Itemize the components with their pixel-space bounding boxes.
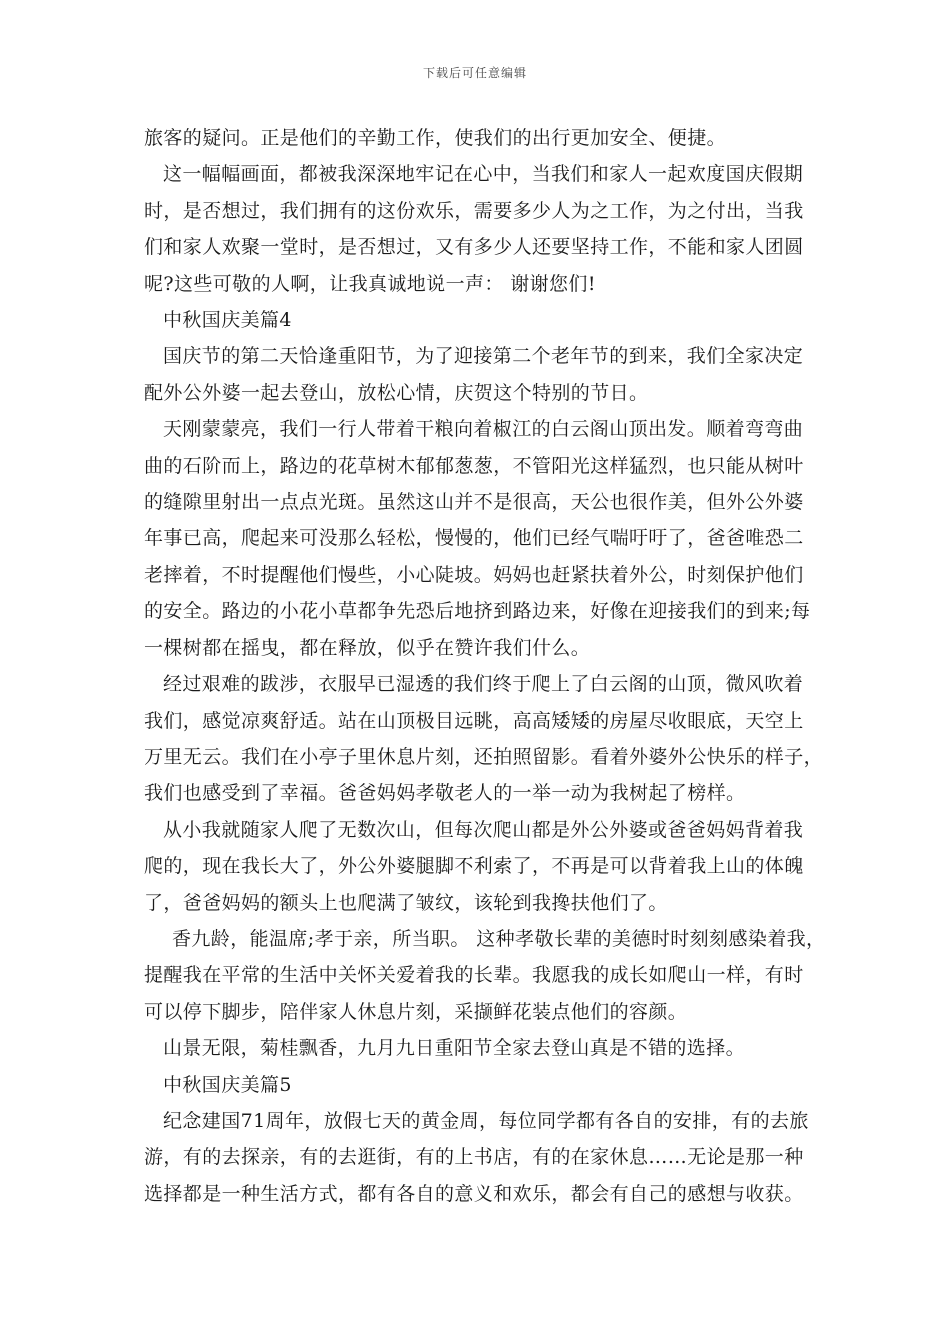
text-line: 山景无限，菊桂飘香，九月九日重阳节全家去登山真是不错的选择。 [163,1037,746,1060]
text-line: 们和家人欢聚一堂时，是否想过，又有多少人还要坚持工作，不能和家人团圆 [144,236,804,259]
text-line: 年事已高，爬起来可没那么轻松，慢慢的，他们已经气喘吁吁了，爸爸唯恐二 [144,527,804,550]
text-line: 天刚蒙蒙亮，我们一行人带着干粮向着椒江的白云阁山顶出发。顺着弯弯曲 [163,418,804,441]
text-line: 纪念建国71周年，放假七天的黄金周，每位同学都有各自的安排，有的去旅 [163,1109,809,1132]
text-line: 游，有的去探亲，有的去逛街，有的上书店，有的在家休息……无论是那一种 [144,1146,804,1169]
text-line: 爬的，现在我长大了，外公外婆腿脚不利索了，不再是可以背着我上山的体魄 [144,855,804,878]
text-line: 这一幅幅画面，都被我深深地牢记在心中，当我们和家人一起欢度国庆假期 [163,163,804,186]
text-line: 可以停下脚步，陪伴家人休息片刻，采撷鲜花装点他们的容颜。 [144,1000,688,1023]
text-line: 我们也感受到了幸福。爸爸妈妈孝敬老人的一举一动为我树起了榜样。 [144,782,746,805]
text-line: 配外公外婆一起去登山，放松心情，庆贺这个特别的节日。 [144,381,649,404]
document-body [144,120,826,1212]
text-line: 老摔着，不时提醒他们慢些，小心陡坡。妈妈也赶紧扶着外公，时刻保护他们 [144,563,804,586]
text-line: 中秋国庆美篇4 [163,309,292,332]
text-line: 我们，感觉凉爽舒适。站在山顶极目远眺，高高矮矮的房屋尽收眼底，天空上 [144,709,804,732]
text-line: 香九龄，能温席;孝于亲，所当职。 这种孝敬长辈的美德时时刻刻感染着我， [172,927,826,950]
text-line: 呢?这些可敬的人啊，让我真诚地说一声： 谢谢您们! [144,272,596,295]
text-line: 的缝隙里射出一点点光斑。虽然这山并不是很高，天公也很作美，但外公外婆 [144,491,804,514]
text-line: 一棵树都在摇曳，都在释放，似乎在赞许我们什么。 [144,636,591,659]
text-line: 中秋国庆美篇5 [163,1073,292,1096]
text-line: 万里无云。我们在小亭子里休息片刻，还拍照留影。看着外婆外公快乐的样子， [144,745,824,768]
text-line: 选择都是一种生活方式，都有各自的意义和欢乐，都会有自己的感想与收获。 [144,1182,804,1205]
text-line: 时，是否想过，我们拥有的这份欢乐，需要多少人为之工作，为之付出，当我 [144,199,804,222]
text-line: 从小我就随家人爬了无数次山，但每次爬山都是外公外婆或爸爸妈妈背着我 [163,818,804,841]
text-line: 了，爸爸妈妈的额头上也爬满了皱纹，该轮到我搀扶他们了。 [144,891,668,914]
text-line: 曲的石阶而上，路边的花草树木郁郁葱葱，不管阳光这样猛烈，也只能从树叶 [144,454,804,477]
text-line: 旅客的疑问。正是他们的辛勤工作，使我们的出行更加安全、便捷。 [144,127,727,149]
text-line: 经过艰难的跋涉，衣服早已湿透的我们终于爬上了白云阁的山顶，微风吹着 [163,673,804,696]
text-line: 国庆节的第二天恰逢重阳节，为了迎接第二个老年节的到来，我们全家决定 [163,345,804,368]
text-line: 的安全。路边的小花小草都争先恐后地挤到路边来，好像在迎接我们的到来;每 [144,600,811,623]
text-line: 提醒我在平常的生活中关怀关爱着我的长辈。我愿我的成长如爬山一样，有时 [144,964,804,987]
page-header: 下载后可任意编辑 [422,66,527,80]
